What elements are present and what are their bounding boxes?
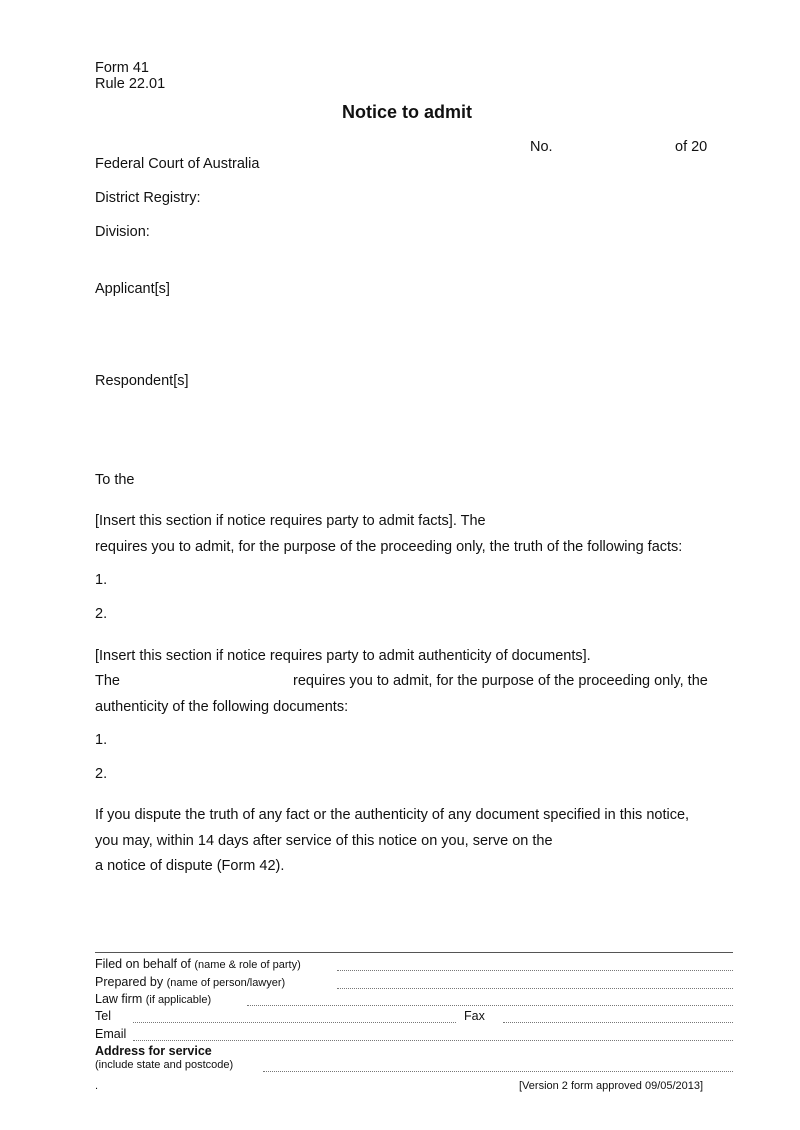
facts-requirement: requires you to admit, for the purpose of the proceeding only, the truth of the following facts:: [95, 539, 683, 555]
prepared-by-label: Prepared by: [95, 975, 164, 989]
email-label: Email: [95, 1027, 127, 1041]
filed-on-behalf-row: [95, 956, 301, 973]
address-for-service-hint: (include state and postcode): [95, 1059, 234, 1071]
documents-requirement-1: requires you to admit, for the purpose of the proceeding only, the: [293, 673, 708, 689]
fax-label: Fax: [464, 1009, 485, 1023]
facts-item-2: 2.: [95, 606, 108, 622]
law-firm-row: [95, 991, 211, 1008]
form-version-note: [Version 2 form approved 09/05/2013]: [519, 1080, 704, 1092]
page-title: Notice to admit: [342, 102, 473, 122]
court-name: Federal Court of Australia: [95, 156, 260, 172]
rule-number: Rule 22.01: [95, 76, 166, 92]
division-label: Division:: [95, 224, 150, 240]
tel-label: Tel: [95, 1009, 111, 1023]
footer-top-rule: [95, 952, 733, 953]
documents-the: The: [95, 673, 120, 689]
footer-period: .: [95, 1080, 99, 1092]
filed-on-behalf-label: Filed on behalf of: [95, 957, 191, 971]
proceeding-year-label: of 20: [675, 139, 708, 155]
dispute-text-1: If you dispute the truth of any fact or the authenticity of any document specified in this notice,: [95, 807, 690, 823]
facts-instruction: [Insert this section if notice requires party to admit facts]. The: [95, 513, 486, 529]
district-registry-label: District Registry:: [95, 190, 201, 206]
addressee-line: To the: [95, 472, 135, 488]
address-for-service-label: Address for service: [95, 1044, 212, 1058]
documents-instruction: [Insert this section if notice requires party to admit authenticity of documents].: [95, 648, 591, 664]
dispute-text-2: you may, within 14 days after service of this notice on you, serve on the: [95, 833, 553, 849]
documents-item-2: 2.: [95, 766, 108, 782]
respondents-label: Respondent[s]: [95, 373, 189, 389]
filed-on-behalf-field[interactable]: [337, 970, 733, 971]
form-number: Form 41: [95, 60, 149, 76]
documents-requirement-2: authenticity of the following documents:: [95, 699, 349, 715]
address-for-service-field[interactable]: [263, 1071, 733, 1072]
prepared-by-row: [95, 974, 285, 991]
filed-on-behalf-hint: (name & role of party): [194, 959, 301, 971]
prepared-by-field[interactable]: [337, 988, 733, 989]
applicants-label: Applicant[s]: [95, 281, 170, 297]
law-firm-hint: (if applicable): [145, 994, 212, 1006]
fax-field[interactable]: [503, 1022, 733, 1023]
email-field[interactable]: [133, 1040, 733, 1041]
prepared-by-hint: (name of person/lawyer): [166, 977, 286, 989]
documents-item-1: 1.: [95, 732, 108, 748]
facts-item-1: 1.: [95, 572, 108, 588]
dispute-text-3: a notice of dispute (Form 42).: [95, 858, 285, 874]
law-firm-field[interactable]: [247, 1005, 733, 1006]
law-firm-label: Law firm: [95, 992, 143, 1006]
proceeding-no-label: No.: [530, 139, 553, 155]
tel-field[interactable]: [133, 1022, 456, 1023]
